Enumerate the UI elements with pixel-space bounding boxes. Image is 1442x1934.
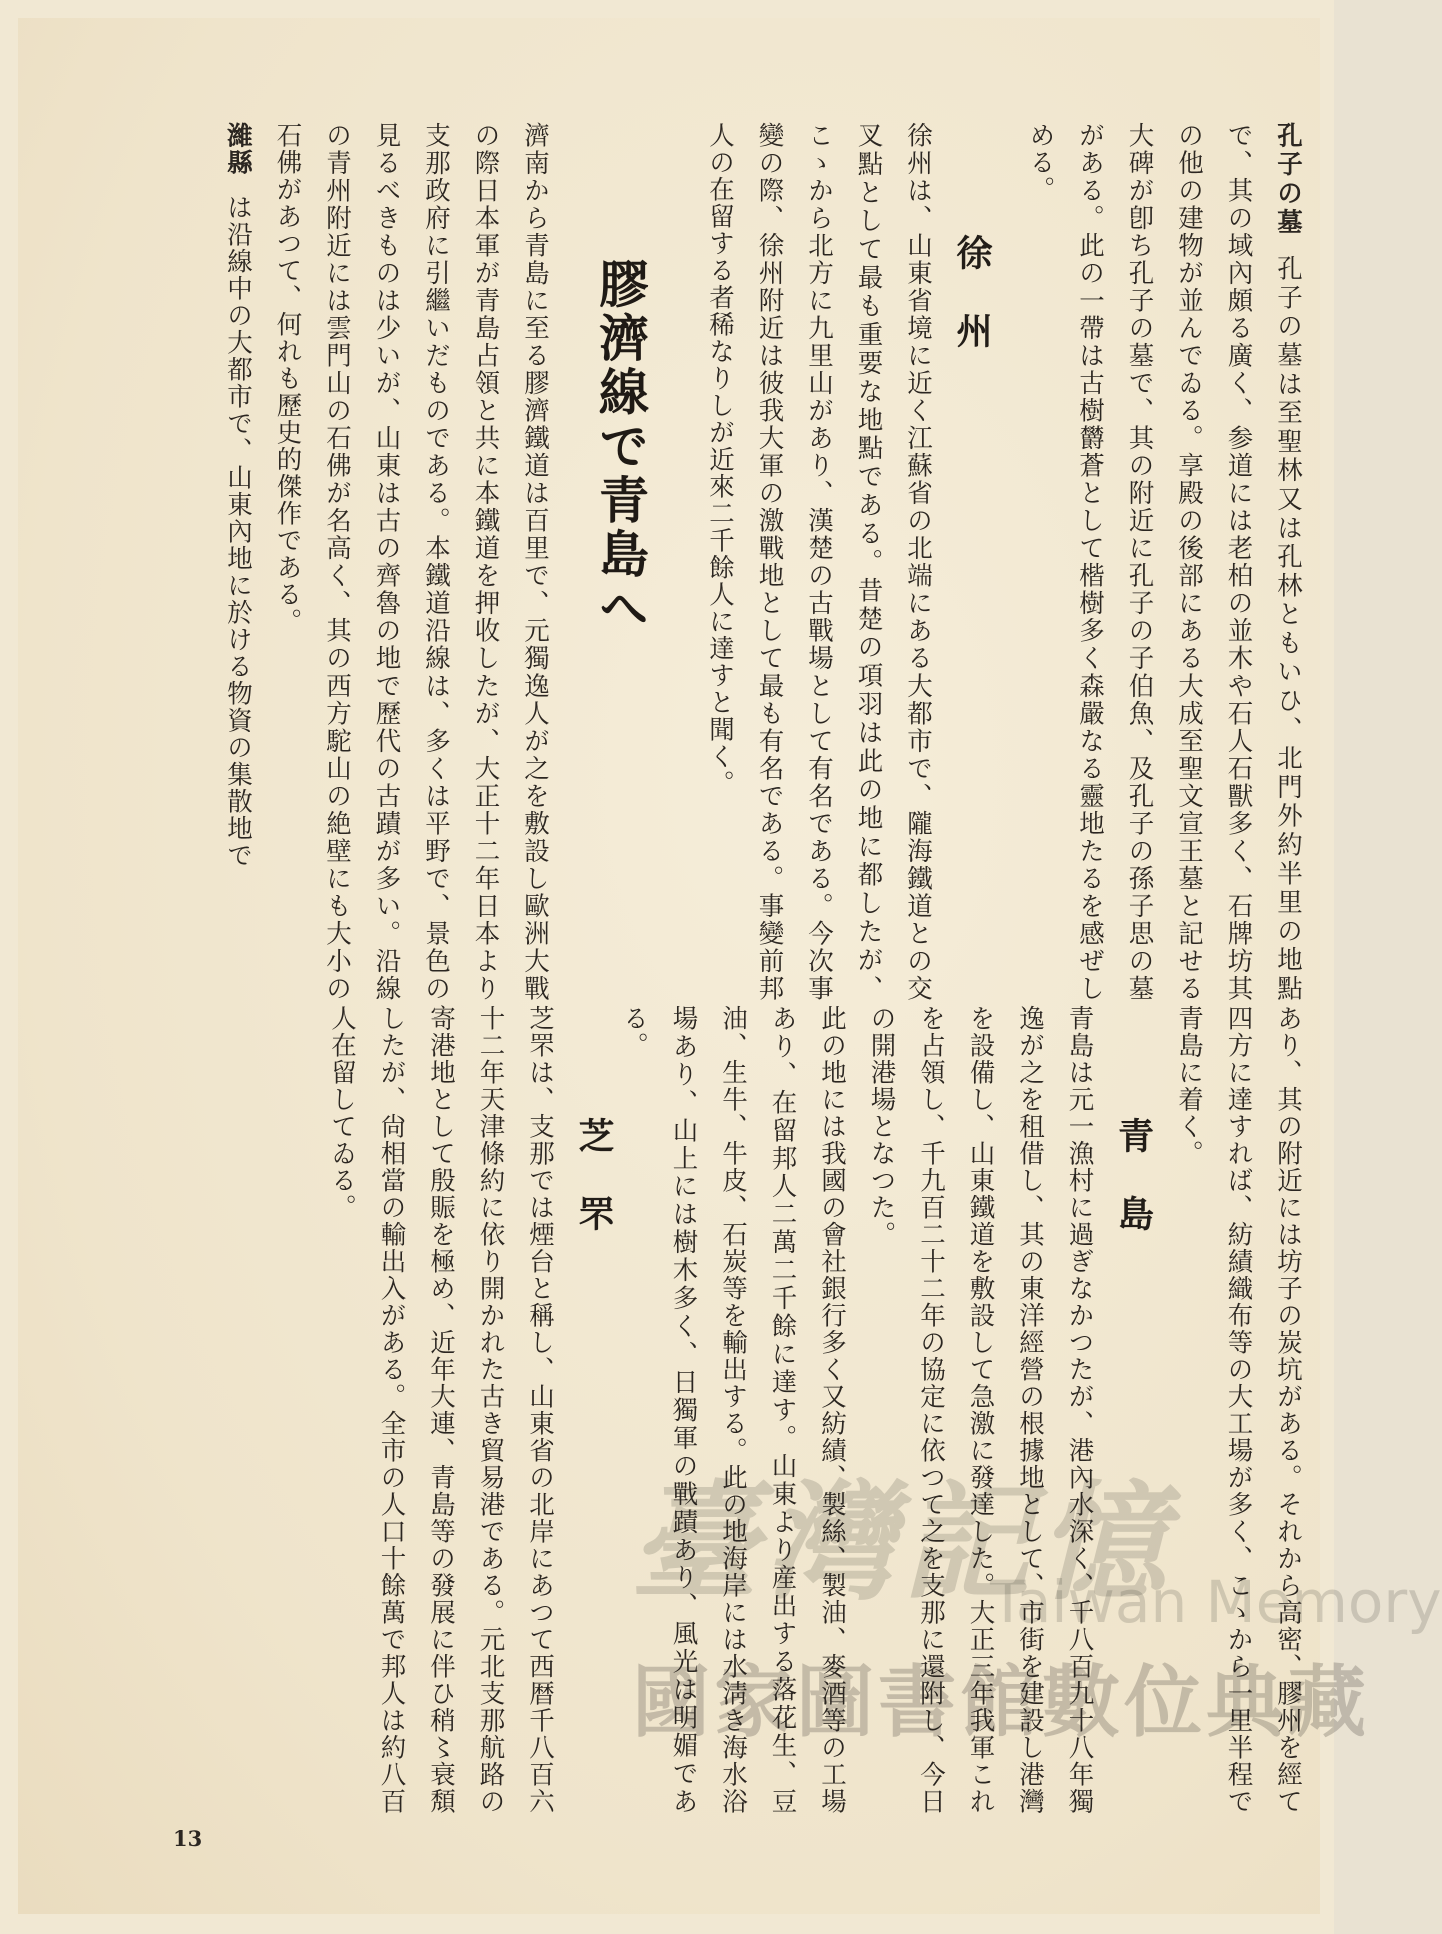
- page-number: 13: [173, 1826, 203, 1851]
- page-title: 膠濟線で青島へ: [591, 258, 650, 636]
- tsingtao-heading: 青島: [1112, 1117, 1155, 1273]
- xuzhou-body: 徐州は、山東省境に近く江蘇省の北端にある大都市で、隴海鐵道との交叉點として最も重要な地點である。昔楚の項羽は此の地に都したが、こゝから北方に九里山があり、漢楚の古戰場として有名である。今次事變の際、徐州附近は彼我大軍の激戰地として最も有名である。事變前邦人の在留する者稀なりしが近來二千餘人に達すと聞く。: [705, 122, 933, 1003]
- confucius-tomb-body: 孔子の墓は至聖林又は孔林ともいひ、北門外約半里の地點で、其の域內頗る廣く、参道には老柏の並木や石人石獸多く、石牌坊其の他の建物が並んでゐる。享殿の後部にある大成至聖文宣王墓と記せる大碑が卽ち孔子の墓で、其の附近に孔子の子伯魚、及孔子の孫子思の墓がある。此の一帶は古樹欝蒼として楷樹多く森嚴なる靈地たるを感ぜしめる。: [1025, 122, 1303, 1003]
- jiaoji-body: 濟南から青島に至る膠濟鐵道は百里で、元獨逸人が之を敷設し歐洲大戰の際日本軍が青島占領と共に本鐵道を押收したが、大正十二年日本より支那政府に引繼いだものである。本鐵道沿線は、多くは平野で、景色の見るべきものは少いが、山東は古の齊魯の地で歷代の古蹟が多い。沿線の青州附近には雲門山の石佛が名高く、其の西方駝山の絶壁にも大小の石佛があつて、何れも歷史的傑作である。: [272, 122, 550, 1002]
- section-confucius-tomb: [1027, 122, 1312, 1002]
- tsingtao-body-1: 青島は元一漁村に過ぎなかつたが、港內水深く、千八百九十八年獨逸が之を租借し、其の東洋經營の根據地として、市街を建設し港灣を設備し、山東鐵道を敷設して急激に發達した。大正三年我軍これを占領し、千九百二十二年の協定に依つて之を支那に還附し、今日の開港場となつた。: [866, 1005, 1095, 1815]
- tsingtao-body-2: 此の地には我國の會社銀行多く又紡績、製絲、製油、麥酒等の工場あり、在留邦人二萬二千餘に達す。山東より産出する落花生、豆油、生牛、牛皮、石炭等を輸出する。此の地海岸には水淸き海水浴場あり、山上には樹木多く、日獨軍の戰蹟あり、風光は明媚である。: [619, 1005, 847, 1816]
- watermark-label: 國家圖書館數位典藏: [632, 1658, 1371, 1748]
- confucius-tomb-lead: 孔子の墓: [1273, 122, 1303, 238]
- watermark-english: Memory: [1205, 1568, 1442, 1636]
- section-xuzhou: [662, 122, 1002, 1002]
- section-tsingtao: [619, 1005, 1312, 1816]
- weixian-continuation: あり、其の附近には坊子の炭坑がある。それから高密、膠州を經て四方に達すれば、紡績織布等の大工場が多く、こゝから一里半程で青島に着く。: [1174, 1005, 1303, 1815]
- weixian-lead: 濰縣: [223, 122, 253, 176]
- confucius-tomb-paragraph: [1015, 122, 1312, 1002]
- weixian-paragraph: [213, 122, 263, 1002]
- chefoo-heading: 芝罘: [573, 1117, 615, 1273]
- section-jiaoji-railway: [149, 122, 559, 1002]
- section-chefoo: [204, 1005, 624, 1815]
- xuzhou-heading: 徐州: [951, 234, 993, 390]
- weixian-body: は沿線中の大都市で、山東內地に於ける物資の集散地で: [223, 194, 253, 869]
- chefoo-body: 芝罘は、支那では煙台と稱し、山東省の北岸にあつて西暦千八百六十二年天津條約に依り開かれた古き貿易港である。元北支那航路の寄港地として殷賑を極め、近年大連、青島等の發展に伴ひ稍〻衰頽したが、尙相當の輸出入がある。全市の人口十餘萬で邦人は約八百人在留してゐる。: [327, 1005, 555, 1815]
